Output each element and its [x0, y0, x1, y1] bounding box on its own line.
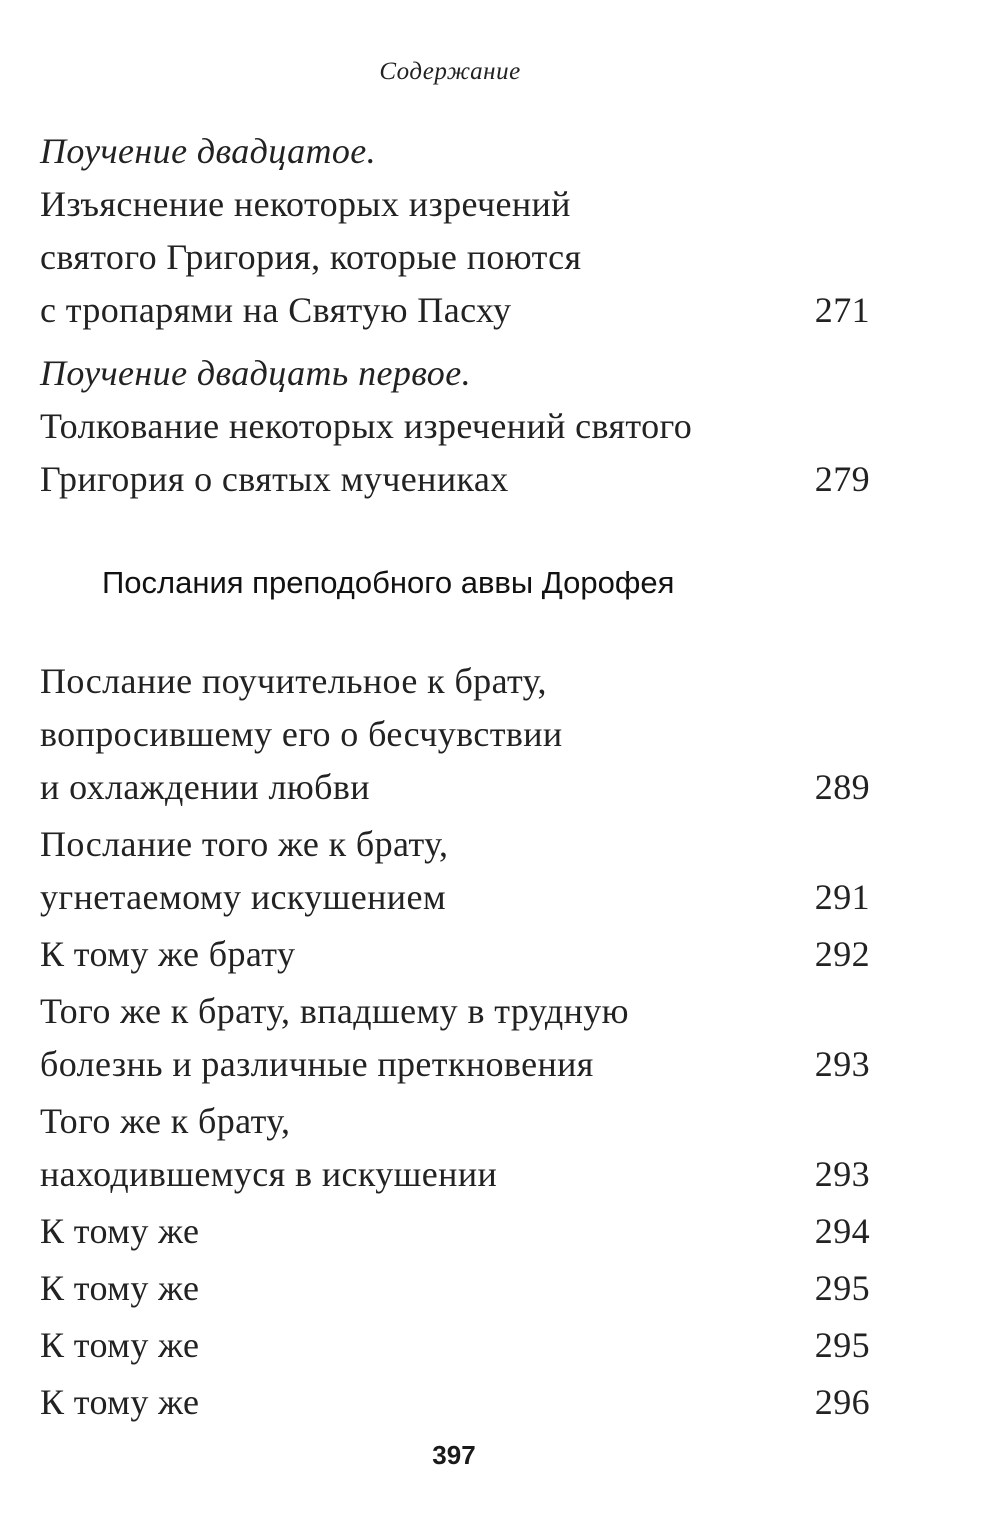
page-number: 295 [814, 1268, 870, 1308]
entry-title-line: К тому же [40, 1211, 200, 1251]
toc-entry-lesson-21[interactable] [40, 347, 870, 506]
entry-title-line: К тому же [40, 1268, 200, 1308]
entry-title-line: Изъяснение некоторых изречений [40, 184, 571, 224]
page-folio-number: 397 [432, 1440, 476, 1470]
toc-entry-letter[interactable] [40, 1095, 870, 1201]
toc-entry-letter[interactable] [40, 1205, 870, 1258]
running-head: Содержание [379, 58, 521, 85]
table-of-contents [40, 125, 870, 1433]
entry-title-line: Григория о святых мучениках [40, 459, 509, 499]
entry-title-line: болезнь и различные преткновения [40, 1044, 594, 1084]
page-number: 296 [814, 1382, 870, 1422]
entry-title-line: Послание того же к брату, [40, 824, 449, 864]
page-number: 289 [814, 767, 870, 807]
page-number: 291 [814, 877, 870, 917]
entry-title-line: К тому же [40, 1325, 200, 1365]
page-number: 295 [814, 1325, 870, 1365]
toc-entry-lesson-20[interactable] [40, 125, 870, 337]
toc-entry-letter[interactable] [40, 1319, 870, 1372]
toc-entry-letter[interactable] [40, 818, 870, 924]
entry-title-line: вопросившему его о бесчувствии [40, 714, 563, 754]
section-heading: Послания преподобного аввы Дорофея [102, 565, 675, 600]
entry-title-line: К тому же брату [40, 934, 296, 974]
letters-list [40, 655, 870, 1429]
toc-entry-letter[interactable] [40, 1376, 870, 1429]
entry-title-line: святого Григория, которые поются [40, 237, 582, 277]
entry-title-line: Толкование некоторых изречений святого [40, 406, 693, 446]
entry-title-line: Того же к брату, [40, 1101, 291, 1141]
entry-title-line: Послание поучительное к брату, [40, 661, 547, 701]
toc-entry-letter[interactable] [40, 655, 870, 814]
entry-title-line: К тому же [40, 1382, 200, 1422]
toc-entry-letter[interactable] [40, 1262, 870, 1315]
entry-title-line: и охлаждении любви [40, 767, 370, 807]
page-number: 293 [814, 1044, 870, 1084]
toc-entry-letter[interactable] [40, 928, 870, 981]
entry-title-line: с тропарями на Святую Пасху [40, 290, 512, 330]
entry-subtitle: Поучение двадцать первое. [40, 353, 471, 393]
entry-title-line: Того же к брату, впадшему в трудную [40, 991, 629, 1031]
page-number: 271 [814, 290, 870, 330]
page-number: 293 [814, 1154, 870, 1194]
toc-entry-letter[interactable] [40, 985, 870, 1091]
entry-subtitle: Поучение двадцатое. [40, 131, 377, 171]
entry-title-line: угнетаемому искушением [40, 877, 447, 917]
page-number: 292 [814, 934, 870, 974]
page-number: 294 [814, 1211, 870, 1251]
page-number: 279 [814, 459, 870, 499]
entry-title-line: находившемуся в искушении [40, 1154, 498, 1194]
